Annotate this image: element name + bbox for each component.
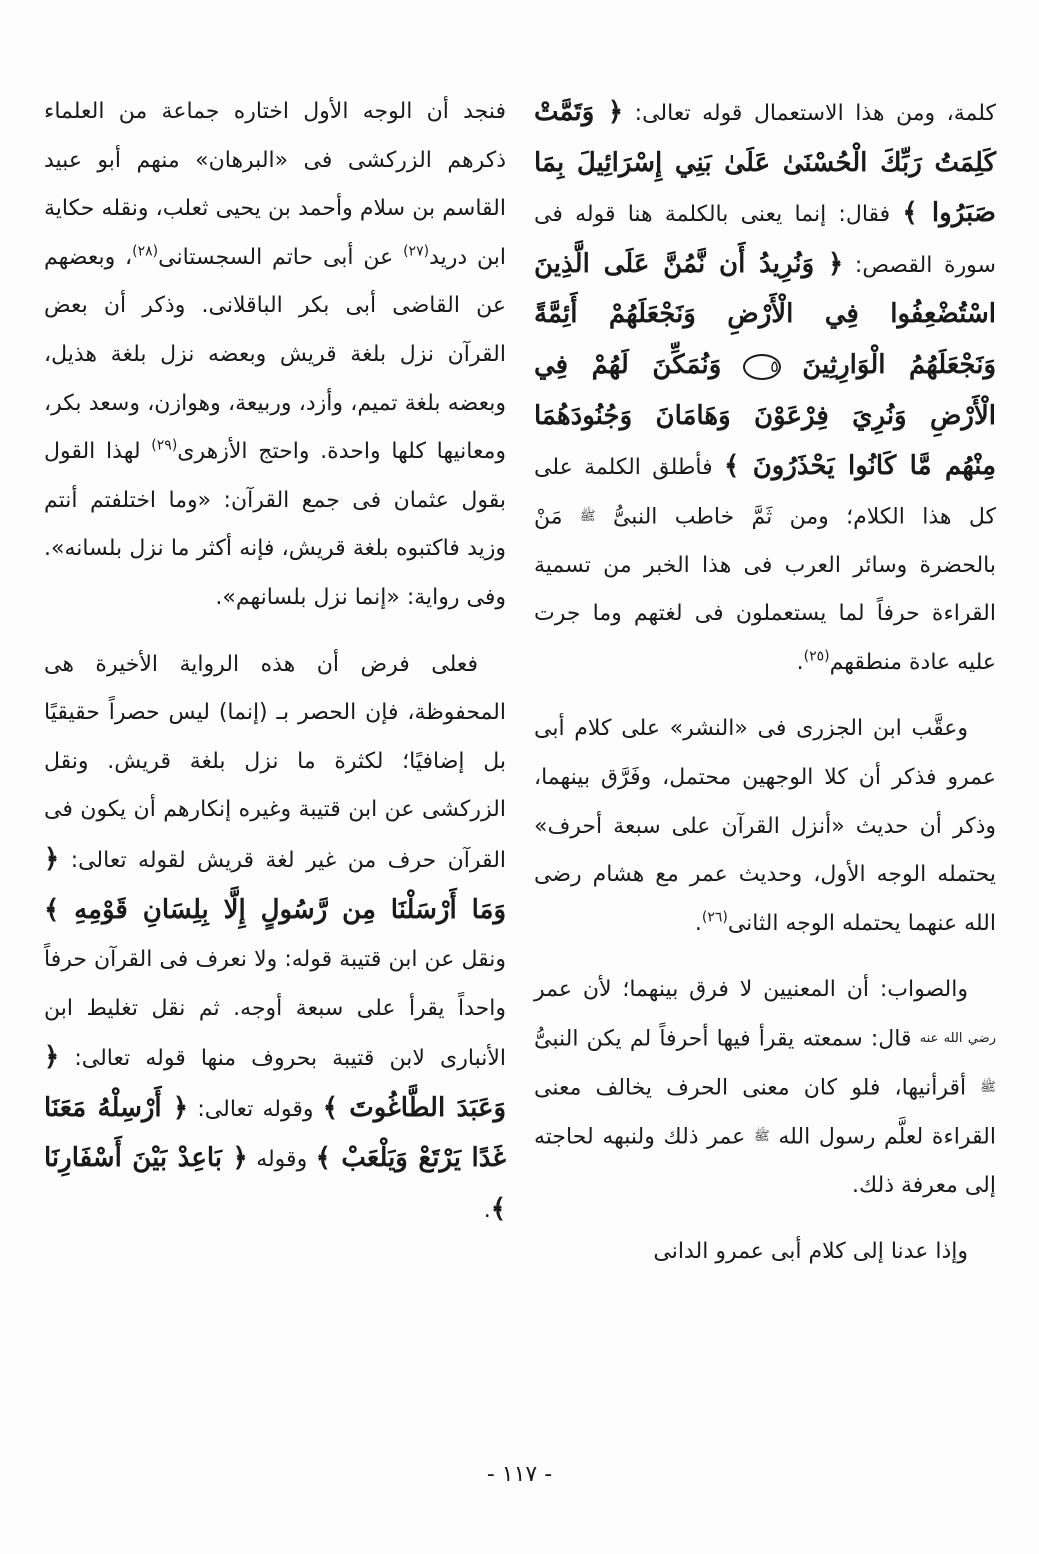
text-run: عن أبى حاتم السجستانى <box>158 244 394 270</box>
footnote-ref: (٢٦) <box>701 909 728 926</box>
text-run: قال: سمعته يقرأ فيها أحرفاً لم يكن النبىُّ <box>534 1026 912 1052</box>
radiya-glyph: رضي الله عنه <box>919 1030 996 1046</box>
text-run: ونقل عن ابن قتيبة قوله: ولا نعرف فى القرآن حرفاً واحداً يقرأ على سبعة أوجه. ثم نقل تغليط ابن الأنبارى لابن قتيبة بحروف منها قوله تعالى: <box>44 947 506 1072</box>
page-number: - ١١٧ - <box>486 1462 553 1487</box>
quran-verse: ﴿ أَرْسِلْهُ مَعَنَا غَدًا يَرْتَعْ وَيَلْعَبْ ﴾ <box>44 1092 506 1174</box>
quran-verse: ﴿ وَعَبَدَ الطَّاغُوتَ ﴾ <box>44 1042 507 1123</box>
text-run: وقوله تعالى: <box>197 1096 314 1122</box>
paragraph-dani: وإذا عدنا إلى كلام أبى عمرو الدانى <box>653 1239 968 1265</box>
quran-verse: ﴿ وَنُرِيدُ أَن نَّمُنَّ عَلَى الَّذِينَ اسْتُضْعِفُوا فِي الْأَرْضِ وَنَجْعَلَهُمْ أَئِمَّةً وَنَجْعَلَهُمُ الْوَارِثِينَ <box>534 248 997 380</box>
text-run: لهذا القول بقول عثمان فى جمع القرآن: «وما اختلفتم أنتم وزيد فاكتبوه بلغة قريش، فإنه أكثر ما نزل بلسانه». وفى رواية: «إنما نزل بلسانهم». <box>44 439 506 610</box>
paragraph-hasr <box>44 641 506 1236</box>
text-run: والصواب: أن المعنيين لا فرق بينهما؛ لأن عمر <box>534 977 968 1003</box>
footnote-ref: (٢٩) <box>151 437 178 454</box>
paragraph-ibn-jazari <box>534 705 996 948</box>
text-run: وعقَّب ابن الجزرى فى «النشر» على كلام أبى عمرو فذكر أن كلا الوجهين محتمل، وفَرَّق بينهما، وذكر أن حديث «أنزل القرآن على سبعة أحرف» يحتمله الوجه الأول، وحديث عمر مع هشام رضى الله عنهما يحتمله الوجه الثانى <box>534 716 996 936</box>
salawat-glyph: ﷺ <box>753 1128 770 1144</box>
text-run: ، وبعضهم عن القاضى أبى بكر الباقلانى. وذكر أن بعض القرآن نزل بلغة قريش وبعضه نزل بلغة هذيل، وبعضه بلغة تميم، وأزد، وربيعة، وهوازن، وسعد بكر، ومعانيها كلها واحدة. واحتج الأزهرى <box>44 244 506 465</box>
quran-verse: ﴿ وَتَمَّتْ كَلِمَتُ رَبِّكَ الْحُسْنَىٰ عَلَىٰ بَنِي إِسْرَائِيلَ بِمَا صَبَرُوا ﴾ <box>534 97 996 229</box>
footnote-ref: (٢٥) <box>803 648 830 665</box>
text-run: فقال: إنما يعنى بالكلمة هنا قوله فى سورة القصص: <box>534 202 996 278</box>
paragraph-zarkashi <box>44 88 506 623</box>
footnote-ref: (٢٧) <box>403 243 430 260</box>
paragraph-kalima <box>534 88 996 687</box>
text-run: . <box>483 1198 491 1224</box>
footnote-ref: (٢٨) <box>132 243 159 260</box>
quran-verse: ﴿ وَمَا أَرْسَلْنَا مِن رَّسُولٍ إِلَّا بِلِسَانِ قَوْمِهِ ﴾ <box>44 843 506 925</box>
text-run: فنجد أن الوجه الأول اختاره جماعة من العلماء ذكرهم الزركشى فى «البرهان» منهم أبو عبيد القاسم بن سلام وأحمد بن يحيى ثعلب، ونقله حكاية ابن دريد <box>44 99 506 270</box>
salawat-glyph: ﷺ <box>579 508 596 524</box>
text-run: كلمة، ومن هذا الاستعمال قوله تعالى: <box>634 101 997 126</box>
quran-verse: وَنُمَكِّنَ لَهُمْ فِي الْأَرْضِ وَنُرِيَ فِرْعَوْنَ وَهَامَانَ وَجُنُودَهُمَا مِنْهُم مَّا كَانُوا يَحْذَرُونَ ﴾ <box>534 349 996 482</box>
quran-verse: ﴿ بَاعِدْ بَيْنَ أَسْفَارِنَا ﴾ <box>44 1143 506 1225</box>
text-run: فعلى فرض أن هذه الرواية الأخيرة هى المحفوظة، فإن الحصر بـ (إنما) ليس حصراً حقيقيًا بل إضافيًا؛ لكثرة ما نزل بلغة قريش. ونقل الزركشى عن ابن قتيبة وغيره إنكارهم أن يكون فى القرآن حرف من غير لغة قريش لقوله تعالى: <box>44 651 507 873</box>
text-run: أقرأنيها، فلو كان معنى الحرف يخالف معنى القراءة لعلَّم رسول الله <box>534 1075 996 1150</box>
salawat-glyph: ﷺ <box>980 1079 996 1095</box>
text-run: . <box>694 910 702 936</box>
paragraph-sawab <box>534 966 996 1210</box>
text-run: وقوله <box>256 1147 308 1173</box>
text-run: مَنْ بالحضرة وسائر العرب فى هذا الخبر من تسمية القراءة حرفاً لما يستعملون فى لغتهم وما جرت عليه عادة منطقهم <box>534 504 996 675</box>
text-run: عمر ذلك ولنبهه لحاجته إلى معرفة ذلك. <box>534 1124 996 1198</box>
text-run: فأطلق الكلمة على كل هذا الكلام؛ ومن ثَمَّ خاطب النبىُّ <box>534 455 996 530</box>
right-column <box>534 88 996 1277</box>
left-column <box>44 88 506 1236</box>
verse-number-marker: ٥ <box>743 354 781 380</box>
text-run: . <box>796 649 804 675</box>
